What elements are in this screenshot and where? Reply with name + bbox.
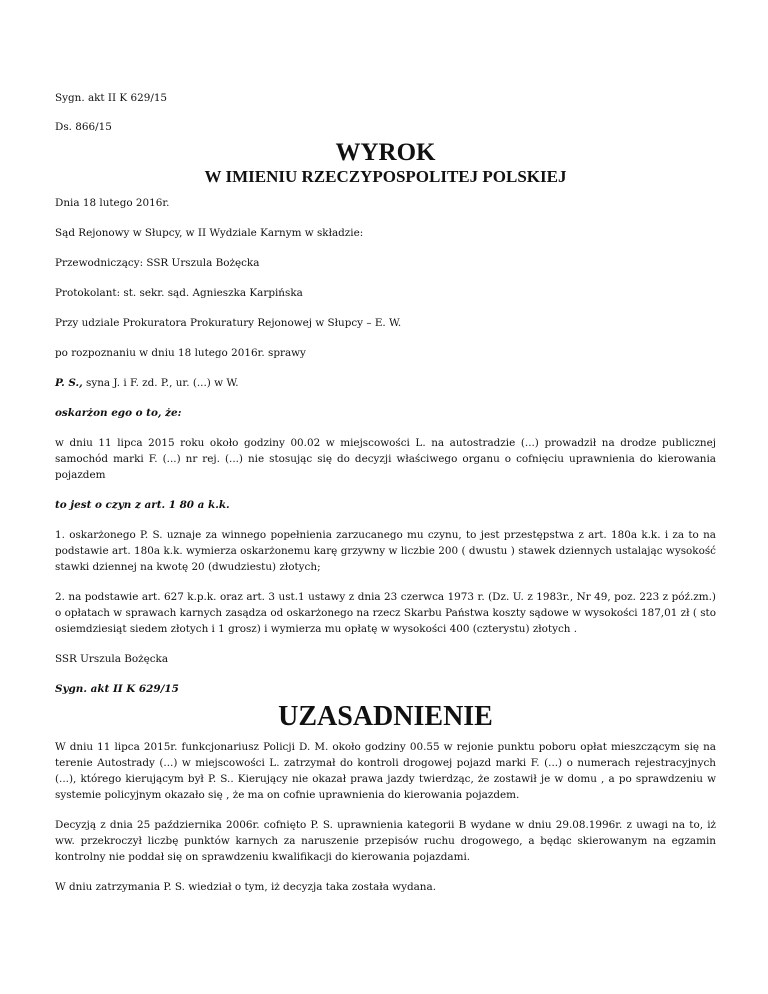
ruling-item: 2. na podstawie art. 627 k.p.k. oraz art. 3 ust.1 ustawy z dnia 23 czerwca 1973 r. (Dz. U. z 1983r., Nr 49, poz. 223 z póź.zm.) o opłatach w sprawach karnych zasądza od oskarżonego na rzecz Skarbu Państwa koszty sądowe w wysokości 187,01 zł ( sto osiemdziesiąt siedem złotych i 1 grosz) i wymierza mu opłatę w wysokości 400 (czterystu) złotych . (55, 591, 716, 635)
court-composition: Sąd Rejonowy w Słupcy, w II Wydziale Karnym w składzie: (55, 227, 364, 239)
ruling-item: 1. oskarżonego P. S. uznaje za winnego popełnienia zarzucanego mu czynu, to jest przestępstwa z art. 180a k.k. i za to na podstawie art. 180a k.k. wymierza oskarżonemu karę grzywny w liczbie 200 ( dwustu ) stawek dziennych ustalając wysokość stawki dziennej na kwotę 20 (dwudziestu) złotych; (55, 529, 716, 573)
justification-signature: Sygn. akt II K 629/15 (55, 683, 179, 695)
document-page (55, 90, 716, 909)
accused-heading: oskarżon ego o to, że: (55, 407, 182, 419)
judge-signature: SSR Urszula Bożęcka (55, 653, 169, 665)
verdict-date: Dnia 18 lutego 2016r. (55, 197, 170, 209)
ds-number: Ds. 866/15 (55, 121, 112, 133)
justification-paragraph: W dniu zatrzymania P. S. wiedział o tym, iż decyzja taka została wydana. (55, 881, 436, 893)
case-considered-line: po rozpoznaniu w dniu 18 lutego 2016r. sprawy (55, 347, 306, 359)
justification-paragraph: Decyzją z dnia 25 października 2006r. cofnięto P. S. uprawnienia kategorii B wydane w dniu 29.08.1996r. z uwagi na to, iż ww. przekroczył liczbę punktów karnych za naruszenie przepisów ruchu drogowego, a będąc skierowanym na egzamin kontrolny nie poddał się on sprawdzeniu kwalifikacji do kierowania pojazdami. (55, 819, 716, 863)
defendant-line (55, 375, 716, 391)
defendant-details: syna J. i F. zd. P., ur. (...) w W. (82, 377, 239, 389)
crime-heading: to jest o czyn z art. 1 80 a k.k. (55, 499, 230, 511)
verdict-subtitle: W IMIENIU RZECZYPOSPOLITEJ POLSKIEJ (204, 167, 567, 186)
case-signature: Sygn. akt II K 629/15 (55, 92, 168, 104)
prosecutor-line: Przy udziale Prokuratora Prokuratury Rejonowej w Słupcy – E. W. (55, 317, 402, 329)
justification-title: UZASADNIENIE (278, 701, 493, 732)
justification-paragraph: W dniu 11 lipca 2015r. funkcjonariusz Policji D. M. około godziny 00.55 w rejonie punktu poboru opłat mieszczącym się na terenie Autostrady (...) w miejscowości L. zatrzymał do kontroli drogowej pojazd marki F. (...) o numerach rejestracyjnych (...), którego kierującym był P. S.. Kierujący nie okazał prawa jazdy twierdząc, że zostawił je w domu , a po sprawdzeniu w systemie policyjnym okazało się , że ma on cofnie uprawnienia do kierowania pojazdem. (55, 741, 716, 801)
defendant-name: P. S., (55, 377, 83, 389)
court-clerk: Protokolant: st. sekr. sąd. Agnieszka Karpińska (55, 287, 303, 299)
verdict-title: WYROK (335, 139, 436, 166)
charge-text: w dniu 11 lipca 2015 roku około godziny 00.02 w miejscowości L. na autostradzie (...) prowadził na drodze publicznej samochód marki F. (...) nr rej. (...) nie stosując się do decyzji właściwego organu o cofnięciu uprawnienia do kierowania pojazdem (55, 437, 716, 481)
presiding-judge: Przewodniczący: SSR Urszula Bożęcka (55, 257, 260, 269)
